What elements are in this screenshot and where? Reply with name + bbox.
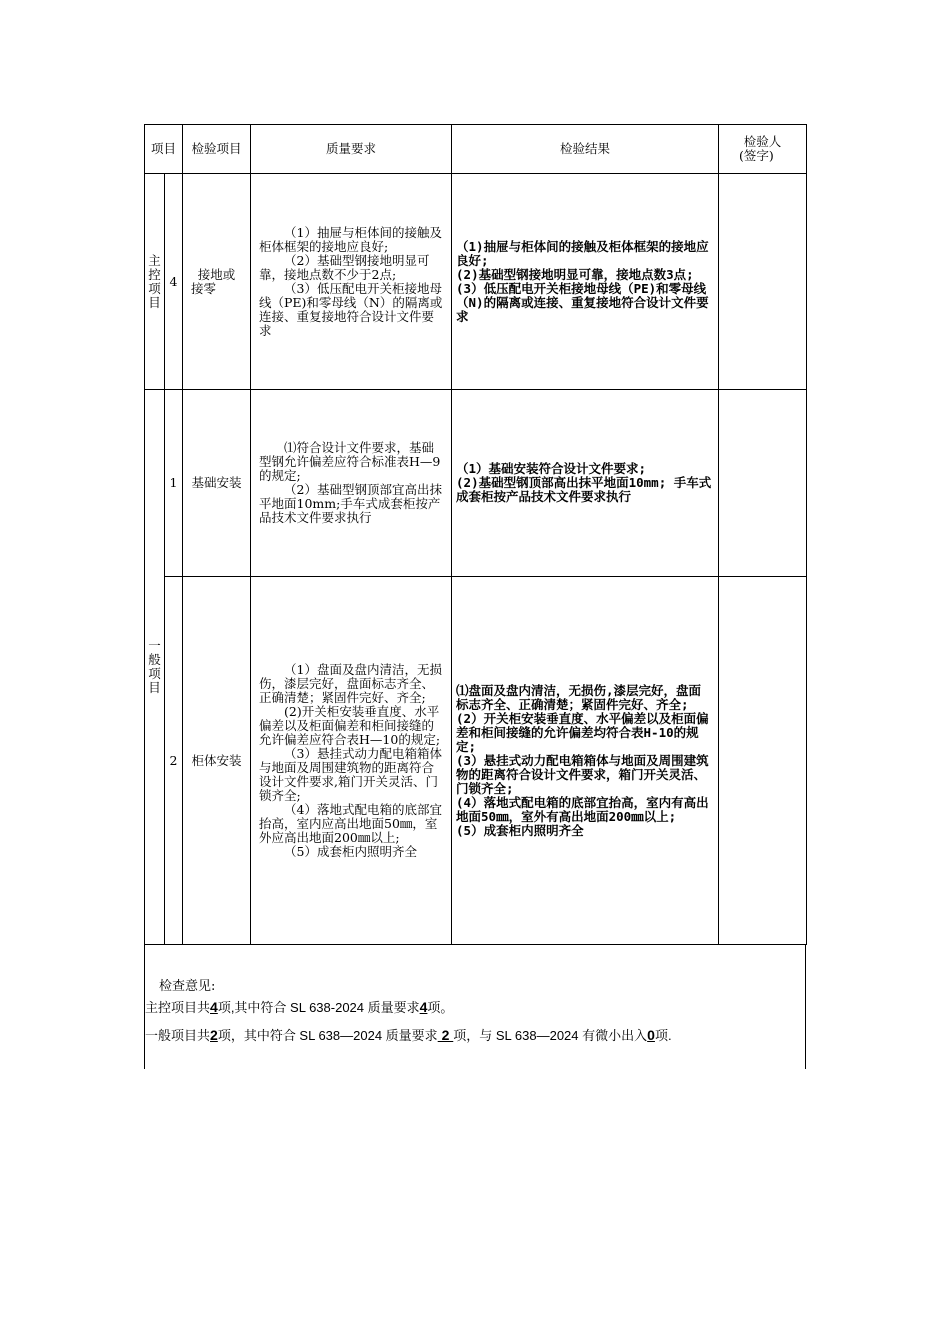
general-group-label: 一 般 项 目 [145,390,165,945]
general-items-summary: 一般项目共2项，其中符合 SL 638—2024 质量要求 2 项，与 SL 638—2024 有微小出入0项. [145,1027,672,1043]
header-inspector [719,125,807,174]
check-item-name: 接地或 接零 [183,174,251,390]
inspection-opinion [144,945,806,1069]
header-check-item: 检验项目 [183,125,251,174]
inspection-result: ⑴盘面及盘内清洁，无损伤,漆层完好，盘面标志齐全、正确清楚；紧固件完好、齐全; (2）开关柜安装垂直度、水平偏差以及柜面偏差和柜间接缝的允许偏差均符合表H-10的规定; (3）悬挂式动力配电箱箱体与地面及周围建筑物的距离符合设计文件要求，箱门开关灵活、门锁齐全; (4）落地式配电箱的底部宜抬高，室内有高出地面50㎜，室外有高出地面200㎜以上; (5）成套柜内照明齐全 [452,577,719,945]
general-minor-deviation-count: 0 [647,1027,655,1043]
table-header-row [145,125,807,174]
row-number: 2 [165,577,183,945]
header-result: 检验结果 [452,125,719,174]
check-item-name: 柜体安装 [183,577,251,945]
table-row [145,390,807,577]
inspection-result: （1)抽屉与柜体间的接触及柜体框架的接地应良好; (2)基础型钢接地明显可靠，接地点数3点; (3）低压配电开关柜接地母线（PE)和零母线（N)的隔离或连接、重复接地符合设计文件要求 [452,174,719,390]
header-item: 项目 [145,125,183,174]
check-item-name: 基础安装 [183,390,251,577]
quality-requirement: （1）盘面及盘内清洁，无损伤，漆层完好，盘面标志齐全、正确清楚；紧固件完好、齐全; (2)开关柜安装垂直度、水平偏差以及柜面偏差和柜间接缝的允许偏差应符合表H—10的规定; （3）悬挂式动力配电箱箱体与地面及周围建筑物的距离符合设计文件要求,箱门开关灵活、门锁齐全; （4）落地式配电箱的底部宜抬高，室内应高出地面50㎜，室外应高出地面200㎜以上; （5）成套柜内照明齐全 [251,577,452,945]
general-pass-count: 2 [437,1027,454,1043]
header-inspector-line1: 检验人 [743,134,782,149]
inspector-signature[interactable] [719,390,807,577]
header-quality: 质量要求 [251,125,452,174]
quality-requirement: （1）抽屉与柜体间的接触及柜体框架的接地应良好; （2）基础型钢接地明显可靠，接地点数不少于2点; （3）低压配电开关柜接地母线（PE)和零母线（N）的隔离或连接、重复接地符合设计文件要求 [251,174,452,390]
main-pass-count: 4 [419,999,428,1015]
table-row [145,174,807,390]
inspector-signature[interactable] [719,577,807,945]
opinion-label: 检查意见: [159,979,216,994]
header-inspector-line2: (签字) [739,148,774,163]
quality-requirement: ⑴符合设计文件要求，基础型钢允许偏差应符合标准表H—9的规定; （2）基础型钢顶部宜高出抹平地面10mm;手车式成套柜按产品技术文件要求执行 [251,390,452,577]
main-group-label: 主 控 项 目 [145,174,165,390]
row-number: 4 [165,174,183,390]
inspection-result: （1）基础安装符合设计文件要求; (2)基础型钢顶部高出抹平地面10mm; 手车式成套柜按产品技术文件要求执行 [452,390,719,577]
row-number: 1 [165,390,183,577]
table-row [145,577,807,945]
main-items-summary: 主控项目共4项,其中符合 SL 638-2024 质量要求4项。 [145,999,454,1015]
main-total-count: 4 [210,999,218,1015]
inspection-sheet [144,124,806,1069]
inspection-table [144,124,807,945]
general-total-count: 2 [210,1027,218,1043]
inspector-signature[interactable] [719,174,807,390]
